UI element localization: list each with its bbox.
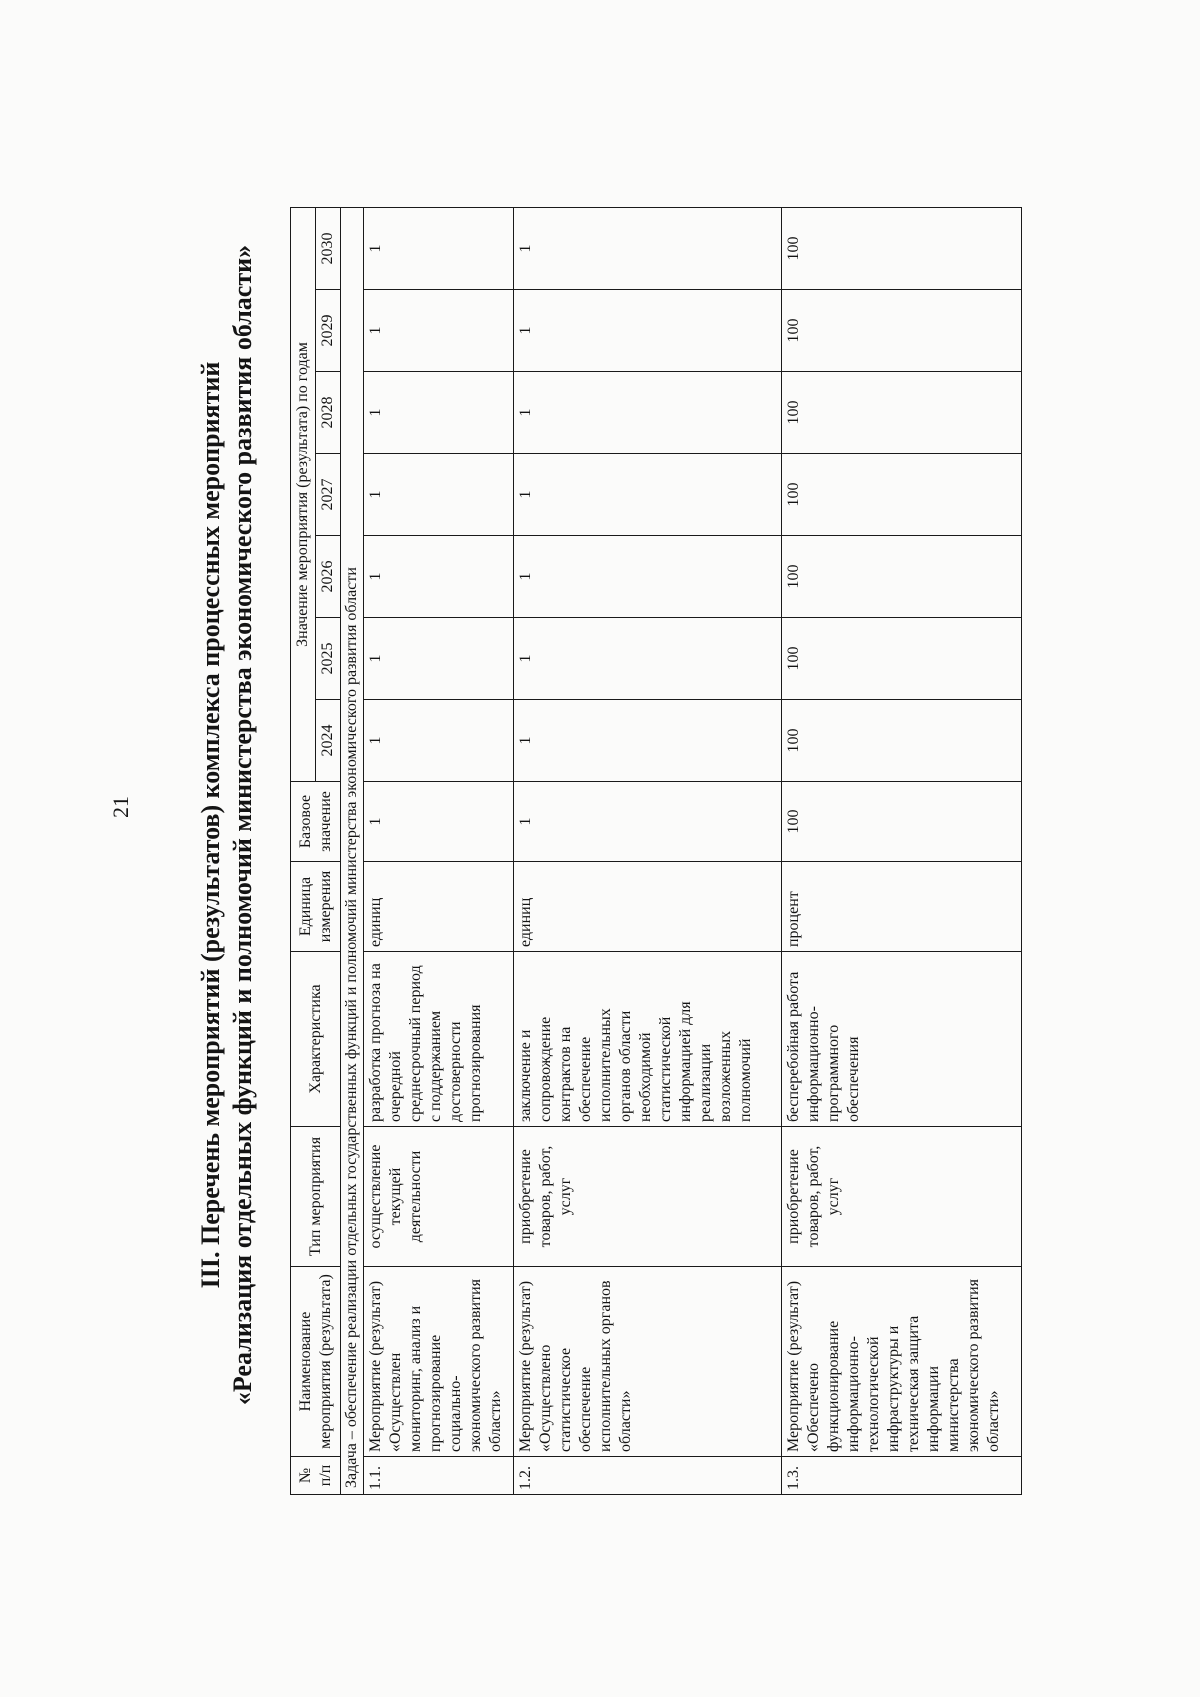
header-year: 2030 [316, 208, 341, 290]
row-value-2026: 100 [782, 536, 1022, 618]
header-unit: Единица измерения [291, 862, 341, 952]
row-value-2026: 1 [364, 536, 514, 618]
row-unit: единиц [514, 862, 782, 952]
row-name: Мероприятие (результат) «Осуществлен мониторинг, анализ и прогнозирование социально-экономического развития области» [364, 1267, 514, 1457]
row-unit: процент [782, 862, 1022, 952]
table-row [514, 208, 782, 1495]
title-line-2: «Реализация отдельных функций и полномочий министерства экономического развития области» [228, 244, 257, 1406]
row-value-2029: 100 [782, 290, 1022, 372]
row-value-2025: 100 [782, 618, 1022, 700]
events-table-wrap [290, 207, 1022, 1495]
row-name: Мероприятие (результат) «Обеспечено функционирование информационно-технологической инфраструктуры и техническая защита информации министерства экономического развития области» [782, 1267, 1022, 1457]
row-value-2030: 1 [364, 208, 514, 290]
header-year: 2028 [316, 372, 341, 454]
header-characteristic: Характеристика [291, 952, 341, 1127]
header-year: 2026 [316, 536, 341, 618]
row-value-2029: 1 [514, 290, 782, 372]
row-value-2027: 100 [782, 454, 1022, 536]
row-value-2028: 100 [782, 372, 1022, 454]
header-name: Наименование мероприятия (результата) [291, 1267, 341, 1457]
row-characteristic: разработка прогноза на очередной среднесрочный период с поддержанием достоверности прогнозирования [364, 952, 514, 1127]
row-value-2024: 100 [782, 700, 1022, 782]
page-number: 21 [108, 796, 133, 818]
row-no: 1.2. [514, 1457, 782, 1495]
row-value-2028: 1 [364, 372, 514, 454]
row-base-value: 1 [514, 782, 782, 862]
row-value-2027: 1 [514, 454, 782, 536]
row-value-2030: 100 [782, 208, 1022, 290]
events-table [290, 207, 1022, 1495]
header-type: Тип мероприятия [291, 1127, 341, 1267]
row-no: 1.1. [364, 1457, 514, 1495]
row-type: приобретение товаров, работ, услуг [782, 1127, 1022, 1267]
row-no: 1.3. [782, 1457, 1022, 1495]
row-name: Мероприятие (результат) «Осуществлено статистическое обеспечение исполнительных органов области» [514, 1267, 782, 1457]
row-base-value: 1 [364, 782, 514, 862]
row-characteristic: заключение и сопровождение контрактов на обеспечение исполнительных органов области необходимой статистической информацией для реализации возложенных полномочий [514, 952, 782, 1127]
row-characteristic: бесперебойная работа информационно-программного обеспечения [782, 952, 1022, 1127]
row-value-2024: 1 [364, 700, 514, 782]
row-value-2030: 1 [514, 208, 782, 290]
row-base-value: 100 [782, 782, 1022, 862]
document-title [195, 105, 259, 1545]
header-year: 2024 [316, 700, 341, 782]
header-values-by-year: Значение мероприятия (результата) по годам [291, 208, 316, 782]
row-value-2026: 1 [514, 536, 782, 618]
row-value-2025: 1 [514, 618, 782, 700]
header-base-value: Базовое значение [291, 782, 341, 862]
header-year: 2025 [316, 618, 341, 700]
table-row [364, 208, 514, 1495]
task-row [341, 208, 364, 1495]
row-type: осуществление текущей деятельности [364, 1127, 514, 1267]
header-no: № п/п [291, 1457, 341, 1495]
row-type: приобретение товаров, работ, услуг [514, 1127, 782, 1267]
row-value-2024: 1 [514, 700, 782, 782]
row-value-2027: 1 [364, 454, 514, 536]
row-unit: единиц [364, 862, 514, 952]
header-year: 2027 [316, 454, 341, 536]
table-row [782, 208, 1022, 1495]
task-text: Задача – обеспечение реализации отдельных государственных функций и полномочий министерства экономического развития области [341, 208, 364, 1495]
title-line-1: III. Перечень мероприятий (результатов) комплекса процессных мероприятий [196, 361, 225, 1289]
row-value-2025: 1 [364, 618, 514, 700]
rotated-sheet [195, 105, 1002, 1565]
row-value-2029: 1 [364, 290, 514, 372]
row-value-2028: 1 [514, 372, 782, 454]
header-year: 2029 [316, 290, 341, 372]
